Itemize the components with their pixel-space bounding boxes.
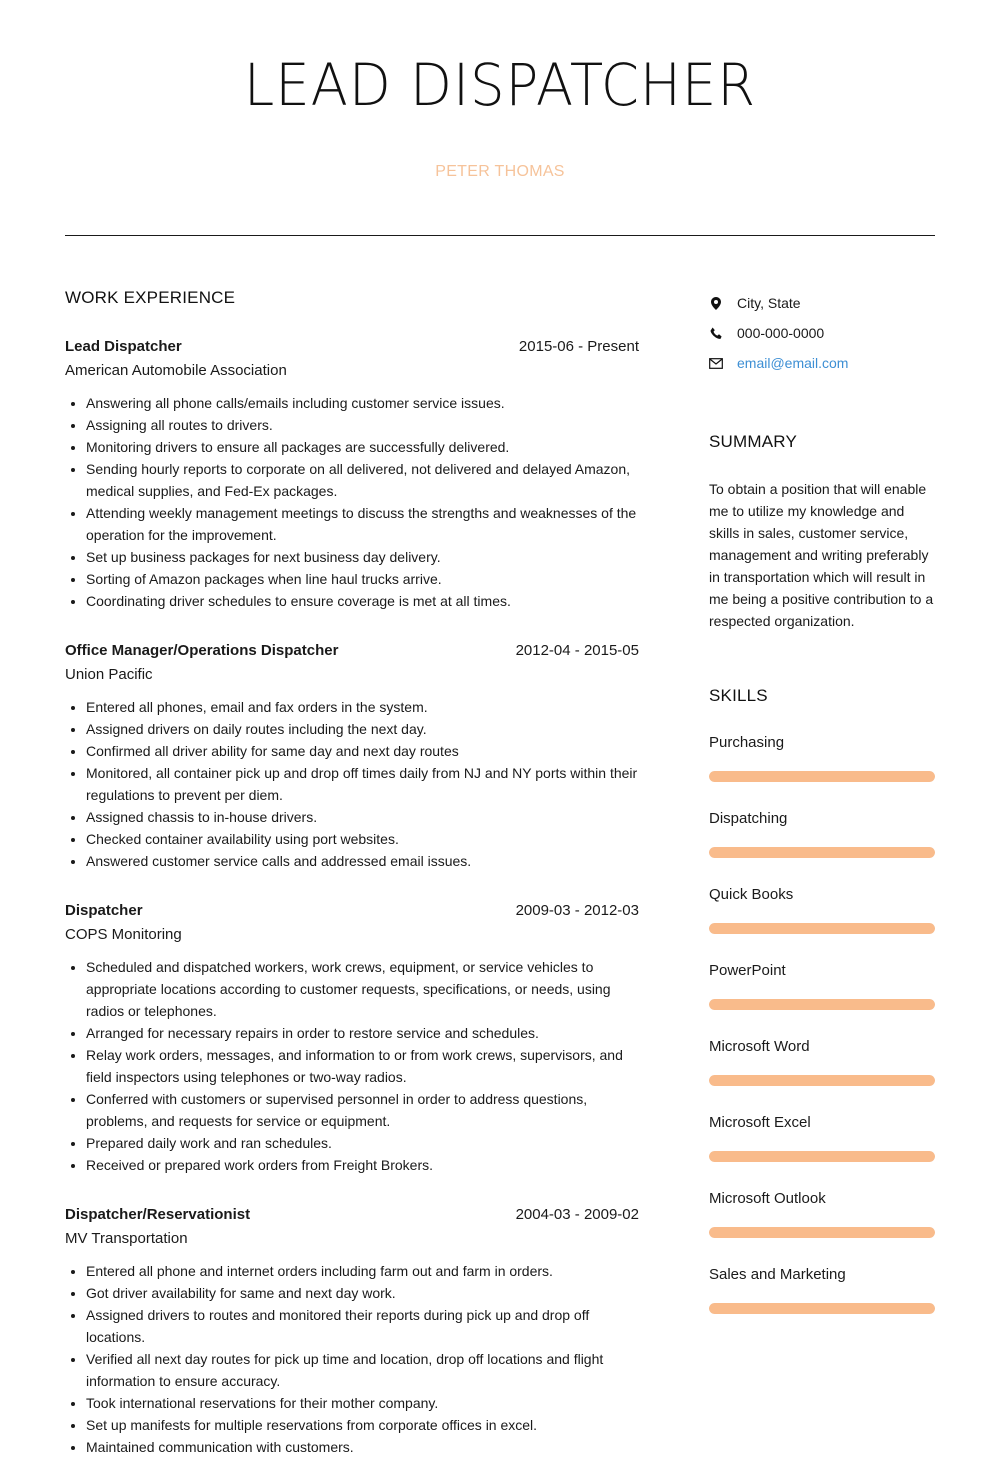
map-pin-icon bbox=[709, 296, 723, 310]
skill-level-fill bbox=[709, 1227, 935, 1238]
skills-heading: SKILLS bbox=[709, 686, 768, 705]
skill-item bbox=[709, 734, 935, 782]
duty-item: • Got driver availability for same and next day work. bbox=[86, 1282, 639, 1304]
job-entry bbox=[65, 338, 639, 612]
skill-level-bar bbox=[709, 999, 935, 1010]
skill-name: Microsoft Word bbox=[709, 1038, 810, 1055]
company-name: COPS Monitoring bbox=[65, 926, 182, 943]
summary-text: To obtain a position that will enable me to utilize my knowledge and skills in sales, customer service, management and writing preferably in transportation which will result in me being a positive contribution to a respected organization. bbox=[709, 481, 934, 629]
header-divider bbox=[65, 235, 935, 236]
skill-level-bar bbox=[709, 847, 935, 858]
job-entry bbox=[65, 642, 639, 872]
company-name: American Automobile Association bbox=[65, 362, 287, 379]
skill-item bbox=[709, 1038, 935, 1086]
job-duties bbox=[65, 1260, 639, 1458]
contact-phone bbox=[709, 318, 935, 348]
skill-name: Microsoft Outlook bbox=[709, 1190, 826, 1207]
skill-name: Sales and Marketing bbox=[709, 1266, 846, 1283]
job-header bbox=[65, 642, 639, 659]
contact-location bbox=[709, 288, 935, 318]
job-duties bbox=[65, 956, 639, 1176]
duty-item: • Attending weekly management meetings to discuss the strengths and weaknesses of the operation for the improvement. bbox=[86, 502, 639, 546]
skill-level-fill bbox=[709, 1075, 935, 1086]
duty-item: • Answered customer service calls and addressed email issues. bbox=[86, 850, 639, 872]
work-experience-heading: WORK EXPERIENCE bbox=[65, 288, 236, 307]
location-text: City, State bbox=[737, 295, 801, 311]
skill-level-fill bbox=[709, 771, 935, 782]
duty-item: • Relay work orders, messages, and information to or from work crews, supervisors, and field inspectors using telephones or two-way radios. bbox=[86, 1044, 639, 1088]
skill-name: Microsoft Excel bbox=[709, 1114, 811, 1131]
job-header bbox=[65, 338, 639, 355]
skill-name: Purchasing bbox=[709, 734, 785, 751]
duty-item: • Assigned chassis to in-house drivers. bbox=[86, 806, 639, 828]
skill-level-bar bbox=[709, 771, 935, 782]
skill-level-fill bbox=[709, 923, 935, 934]
contact-email[interactable] bbox=[709, 348, 935, 378]
duty-item: • Maintained communication with customers. bbox=[86, 1436, 639, 1458]
work-experience-section bbox=[65, 288, 639, 1458]
duty-item: • Scheduled and dispatched workers, work crews, equipment, or service vehicles to appropriate locations according to customer requests, specifications, or needs, using radios or telephones. bbox=[86, 956, 639, 1022]
duty-item: • Confirmed all driver ability for same day and next day routes bbox=[86, 740, 639, 762]
company-name: MV Transportation bbox=[65, 1230, 188, 1247]
duty-item: • Set up manifests for multiple reservations from corporate offices in excel. bbox=[86, 1414, 639, 1436]
skill-level-fill bbox=[709, 847, 935, 858]
duty-item: • Prepared daily work and ran schedules. bbox=[86, 1132, 639, 1154]
job-header bbox=[65, 1206, 639, 1223]
duty-item: • Assigned drivers on daily routes including the next day. bbox=[86, 718, 639, 740]
job-title: Lead Dispatcher bbox=[65, 338, 182, 355]
duty-item: • Coordinating driver schedules to ensure coverage is met at all times. bbox=[86, 590, 639, 612]
job-title: Dispatcher bbox=[65, 902, 143, 919]
job-list bbox=[65, 338, 639, 1458]
skill-name: PowerPoint bbox=[709, 962, 786, 979]
duty-item: • Received or prepared work orders from Freight Brokers. bbox=[86, 1154, 639, 1176]
skill-name: Quick Books bbox=[709, 886, 794, 903]
skill-item bbox=[709, 1190, 935, 1238]
job-dates: 2012-04 - 2015-05 bbox=[515, 642, 639, 659]
envelope-icon bbox=[709, 356, 723, 370]
job-duties bbox=[65, 392, 639, 612]
job-duties bbox=[65, 696, 639, 872]
duty-item: • Assigning all routes to drivers. bbox=[86, 414, 639, 436]
phone-text: 000-000-0000 bbox=[737, 325, 825, 341]
duty-item: • Sending hourly reports to corporate on all delivered, not delivered and delayed Amazon, medical supplies, and Fed-Ex packages. bbox=[86, 458, 639, 502]
duty-item: • Monitored, all container pick up and drop off times daily from NJ and NY ports within their regulations to prevent per diem. bbox=[86, 762, 639, 806]
duty-item: • Conferred with customers or supervised personnel in order to address questions, problems, and requests for service or equipment. bbox=[86, 1088, 639, 1132]
email-link[interactable]: email@email.com bbox=[737, 355, 849, 371]
duty-item: • Took international reservations for their mother company. bbox=[86, 1392, 639, 1414]
duty-item: • Entered all phone and internet orders including farm out and farm in orders. bbox=[86, 1260, 639, 1282]
skill-name: Dispatching bbox=[709, 810, 788, 827]
candidate-name: PETER THOMAS bbox=[435, 163, 565, 180]
duty-item: • Monitoring drivers to ensure all packages are successfully delivered. bbox=[86, 436, 639, 458]
duty-item: • Answering all phone calls/emails including customer service issues. bbox=[86, 392, 639, 414]
phone-icon bbox=[709, 326, 723, 340]
skill-level-bar bbox=[709, 1151, 935, 1162]
skill-level-fill bbox=[709, 999, 935, 1010]
company-name: Union Pacific bbox=[65, 666, 153, 683]
job-title: Office Manager/Operations Dispatcher bbox=[65, 642, 339, 659]
skill-item bbox=[709, 810, 935, 858]
resume-title: LEAD DISPATCHER bbox=[243, 51, 757, 119]
job-dates: 2015-06 - Present bbox=[518, 338, 639, 355]
duty-item: • Verified all next day routes for pick up time and location, drop off locations and flight information to ensure accuracy. bbox=[86, 1348, 639, 1392]
skill-level-fill bbox=[709, 1303, 935, 1314]
job-dates: 2004-03 - 2009-02 bbox=[515, 1206, 639, 1223]
job-dates: 2009-03 - 2012-03 bbox=[515, 902, 639, 919]
skill-item bbox=[709, 1114, 935, 1162]
skill-item bbox=[709, 962, 935, 1010]
job-entry bbox=[65, 1206, 639, 1458]
skill-item bbox=[709, 886, 935, 934]
duty-item: • Entered all phones, email and fax orders in the system. bbox=[86, 696, 639, 718]
job-header bbox=[65, 902, 639, 919]
skill-level-fill bbox=[709, 1151, 935, 1162]
duty-item: • Arranged for necessary repairs in order to restore service and schedules. bbox=[86, 1022, 639, 1044]
skill-item bbox=[709, 1266, 935, 1314]
job-title: Dispatcher/Reservationist bbox=[65, 1206, 251, 1223]
skill-level-bar bbox=[709, 1303, 935, 1314]
duty-item: • Assigned drivers to routes and monitored their reports during pick up and drop off locations. bbox=[86, 1304, 639, 1348]
skill-level-bar bbox=[709, 923, 935, 934]
summary-heading: SUMMARY bbox=[709, 432, 797, 451]
job-entry bbox=[65, 902, 639, 1176]
duty-item: • Set up business packages for next business day delivery. bbox=[86, 546, 639, 568]
skill-level-bar bbox=[709, 1227, 935, 1238]
duty-item: • Sorting of Amazon packages when line haul trucks arrive. bbox=[86, 568, 639, 590]
duty-item: • Checked container availability using port websites. bbox=[86, 828, 639, 850]
skill-list bbox=[709, 734, 935, 1314]
skill-level-bar bbox=[709, 1075, 935, 1086]
sidebar bbox=[709, 288, 935, 1314]
